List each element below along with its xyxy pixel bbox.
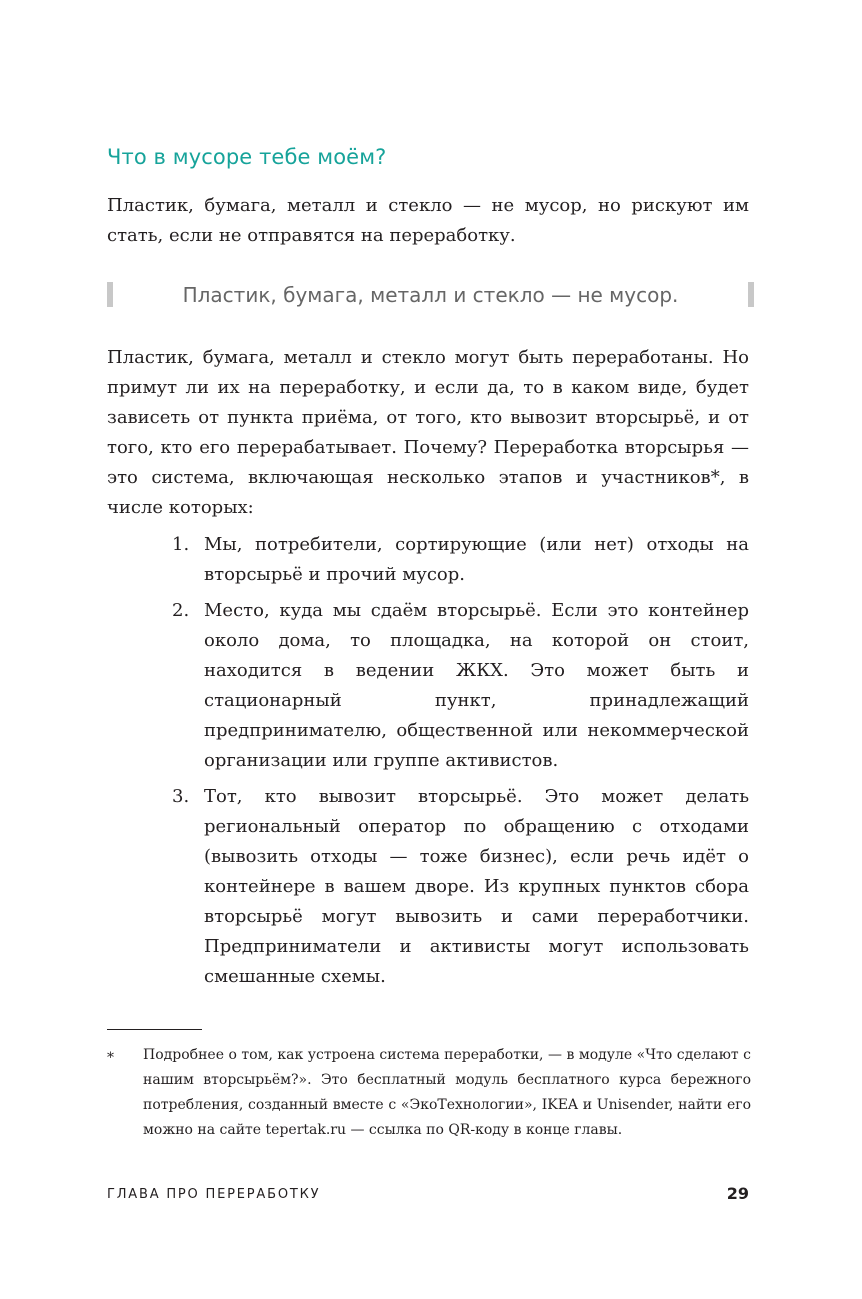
running-footer-chapter-title: ГЛАВА ПРО ПЕРЕРАБОТКУ	[107, 1187, 321, 1202]
section-heading: Что в мусоре тебе моём?	[107, 145, 387, 169]
list-item-number: 1.	[172, 534, 190, 555]
list-item-text: Тот, кто вывозит вторсырьё. Это может делать региональный оператор по обращению с отходами (вывозить отходы — тоже бизнес), если речь идёт о контейнере в вашем дворе. Из крупных пунктов сбора вторсырьё могут вывозить и сами переработчики. Предприниматели и активисты могут использовать смешанные схемы.	[204, 786, 749, 987]
page-number: 29	[726, 1184, 749, 1203]
pull-quote-bar-right	[748, 282, 754, 307]
footnote-text: Подробнее о том, как устроена система переработки, — в модуле «Что сделают с нашим вторсырьём?». Это бесплатный модуль бесплатного курса бережного потребления, созданный вместе с «ЭкоТехнологии», IKEA и Unisender, найти его можно на сайте tepertak.ru — ссылка по QR-коду в конце главы.	[143, 1047, 751, 1138]
list-item	[172, 596, 749, 776]
participants-list	[172, 530, 749, 998]
pull-quote	[107, 278, 754, 314]
intro-paragraph: Пластик, бумага, металл и стекло — не мусор, но рискуют им стать, если не отправятся на переработку.	[107, 195, 749, 246]
list-item-text: Мы, потребители, сортирующие (или нет) отходы на вторсырьё и прочий мусор.	[204, 534, 749, 585]
pull-quote-text: Пластик, бумага, металл и стекло — не мусор.	[182, 283, 679, 307]
footnote-mark: *	[107, 1050, 114, 1066]
list-item	[172, 782, 749, 992]
footnote-divider	[107, 1029, 202, 1030]
list-item-number: 3.	[172, 786, 190, 807]
list-item-number: 2.	[172, 600, 190, 621]
list-item-text: Место, куда мы сдаём вторсырьё. Если это контейнер около дома, то площадка, на которой он стоит, находится в ведении ЖКХ. Это может быть и стационарный пункт, принадлежащий предпринимателю, общественной или некоммерческой организации или группе активистов.	[204, 600, 749, 771]
body-paragraph: Пластик, бумага, металл и стекло могут быть переработаны. Но примут ли их на переработку, и если да, то в каком виде, будет зависеть от пункта приёма, от того, кто вывозит вторсырьё, и от того, кто его перерабатывает. Почему? Переработка вторсырья — это система, включающая несколько этапов и участников*, в числе которых:	[107, 347, 749, 518]
list-item	[172, 530, 749, 590]
